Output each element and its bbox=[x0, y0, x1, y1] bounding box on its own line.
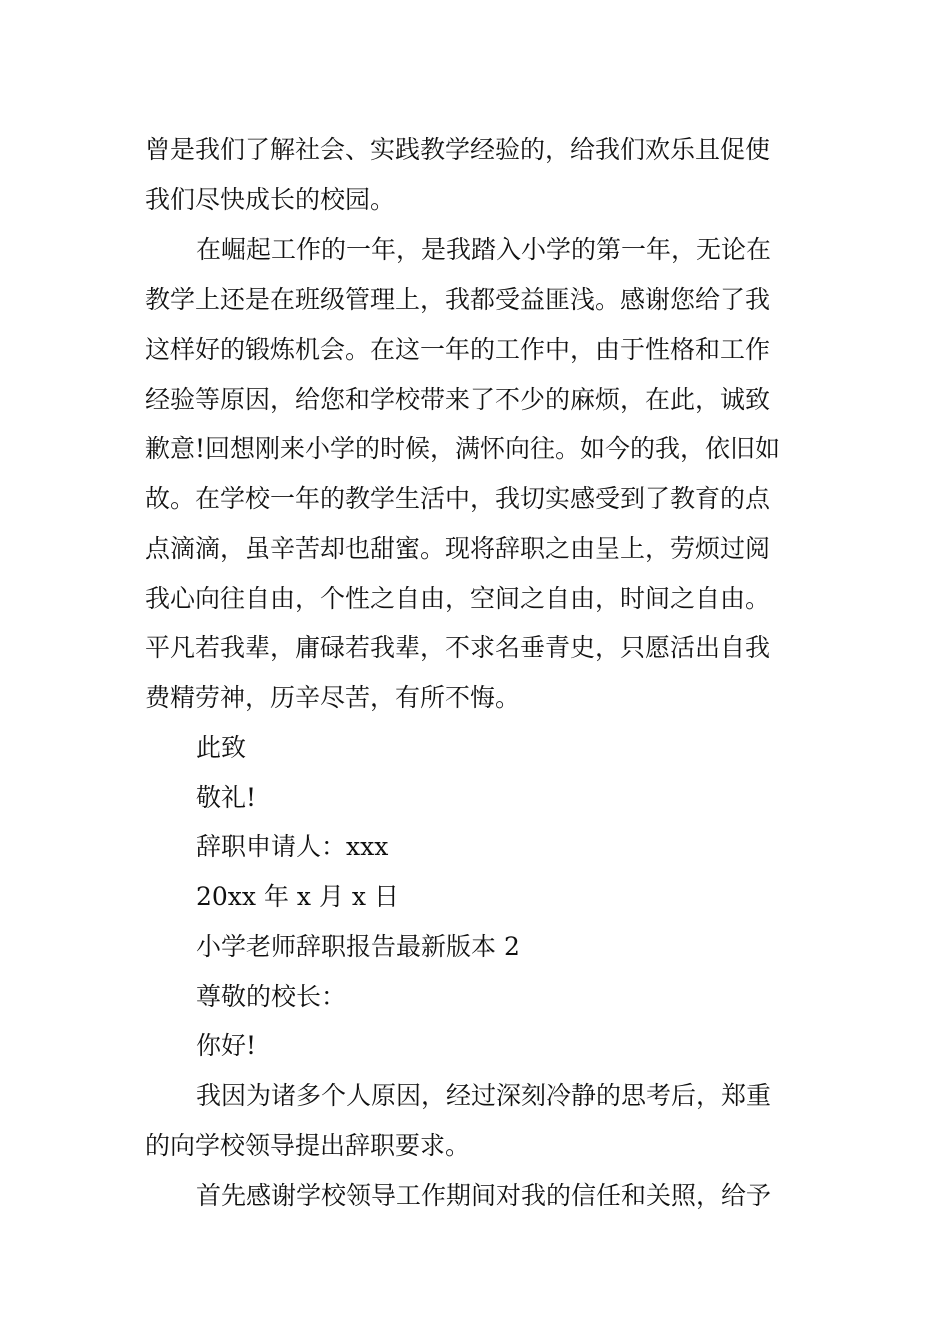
text-line: 我心向往自由，个性之自由，空间之自由，时间之自由。 bbox=[145, 584, 771, 613]
paragraph-first-line: 我因为诸多个人原因，经过深刻冷静的思考后，郑重 bbox=[196, 1081, 772, 1110]
closing-regards: 敬礼! bbox=[196, 783, 257, 812]
text-line: 歉意!回想刚来小学的时候，满怀向往。如今的我，依旧如 bbox=[145, 434, 781, 463]
text-line: 这样好的锻炼机会。在这一年的工作中，由于性格和工作 bbox=[145, 335, 771, 364]
text-line: 经验等原因，给您和学校带来了不少的麻烦，在此，诚致 bbox=[145, 385, 771, 414]
applicant-signature: 辞职申请人：xxx bbox=[196, 832, 389, 861]
letter-greeting: 你好! bbox=[196, 1031, 257, 1060]
text-line: 点滴滴，虽辛苦却也甜蜜。现将辞职之由呈上，劳烦过阅 bbox=[145, 534, 771, 563]
text-line: 我们尽快成长的校园。 bbox=[145, 185, 396, 214]
text-line: 曾是我们了解社会、实践教学经验的，给我们欢乐且促使 bbox=[145, 135, 771, 164]
closing-salutation: 此致 bbox=[196, 733, 247, 762]
section-title: 小学老师辞职报告最新版本 2 bbox=[196, 932, 520, 961]
paragraph-first-line: 首先感谢学校领导工作期间对我的信任和关照，给予 bbox=[196, 1181, 772, 1210]
letter-salutation: 尊敬的校长： bbox=[196, 982, 347, 1011]
text-line: 故。在学校一年的教学生活中，我切实感受到了教育的点 bbox=[145, 484, 771, 513]
letter-date: 20xx 年 x 月 x 日 bbox=[196, 882, 399, 911]
text-line: 的向学校领导提出辞职要求。 bbox=[145, 1131, 471, 1160]
paragraph-first-line: 在崛起工作的一年，是我踏入小学的第一年，无论在 bbox=[196, 235, 772, 264]
text-line: 平凡若我辈，庸碌若我辈，不求名垂青史，只愿活出自我 bbox=[145, 633, 771, 662]
text-line: 费精劳神，历辛尽苦，有所不悔。 bbox=[145, 683, 521, 712]
text-line: 教学上还是在班级管理上，我都受益匪浅。感谢您给了我 bbox=[145, 285, 771, 314]
